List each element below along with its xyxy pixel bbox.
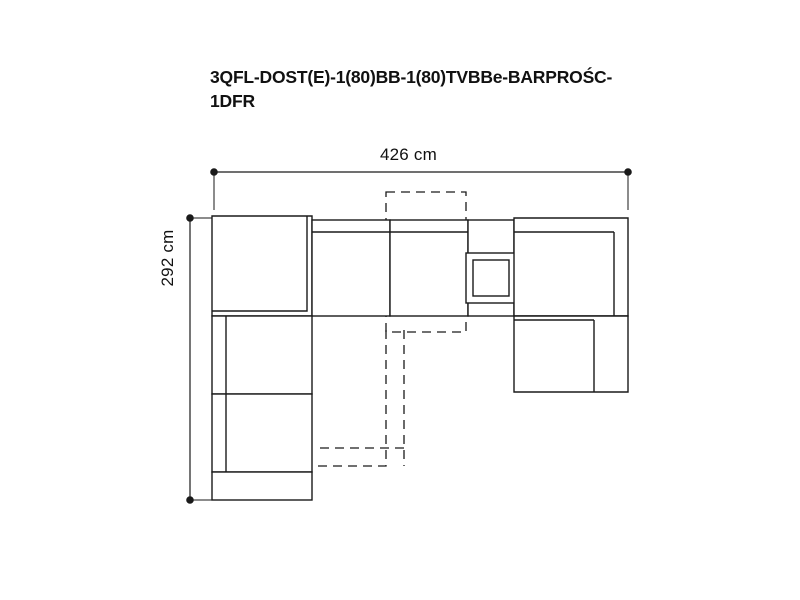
module-bottom-left-end bbox=[212, 472, 312, 500]
module-left-seat-2 bbox=[212, 394, 312, 472]
page-title: 3QFL-DOST(E)-1(80)BB-1(80)TVBBe-BARPROŚC-1DFR bbox=[210, 67, 613, 111]
bar-table-tray-inner bbox=[473, 260, 509, 296]
width-dimension-label: 426 cm bbox=[380, 145, 437, 164]
module-right-chaise bbox=[514, 316, 628, 392]
module-corner-top-left bbox=[212, 216, 312, 316]
height-dimension-label: 292 cm bbox=[158, 229, 177, 287]
sofa-modules bbox=[212, 216, 628, 500]
width-dimension-line bbox=[211, 169, 631, 210]
module-top-seat-2 bbox=[390, 220, 468, 316]
height-dimension-line bbox=[187, 215, 212, 503]
module-top-seat-1 bbox=[312, 220, 390, 316]
module-left-seat-1 bbox=[212, 316, 312, 394]
